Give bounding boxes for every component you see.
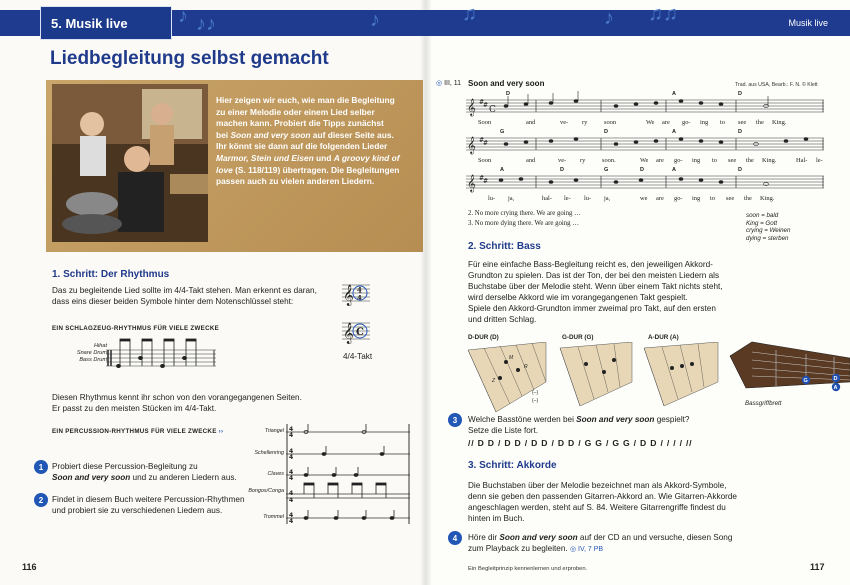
song-title: Soon and very soon [468, 79, 545, 88]
chord-diagram-title: D-DUR (D) [468, 334, 499, 341]
song-credit: Trad. aus USA, Bearb.: F. N. © Klett [735, 82, 818, 88]
chord-symbol: D [560, 167, 564, 173]
svg-text:C: C [489, 105, 496, 115]
svg-text:D: D [833, 376, 838, 383]
svg-text:#: # [483, 178, 489, 185]
bass-fretboard-caption: Bassgriffbrett [745, 400, 782, 407]
chapter-heading: 5. Musik live [40, 6, 172, 40]
svg-text:4: 4 [289, 454, 294, 461]
task3-text: Welche Basstöne werden bei Soon and very soon gespielt? Setze die Liste fort. [468, 415, 690, 435]
chord-symbol: A [500, 167, 504, 173]
svg-text:𝄞: 𝄞 [343, 323, 354, 344]
svg-text:4: 4 [289, 475, 294, 482]
svg-text:𝄞: 𝄞 [467, 174, 476, 192]
section-label: Musik live [788, 18, 828, 28]
svg-text:R: R [524, 364, 528, 370]
chord-symbol: D [640, 167, 644, 173]
chord-symbol: A [672, 167, 676, 173]
chord-symbol: A [672, 129, 676, 135]
cd-track-ref: ◎ IV, 7 PB [569, 546, 604, 553]
additional-verses: 2. No more crying there. We are going … 3. No more dying there. We are going … [468, 210, 581, 227]
intro-text: Hier zeigen wir euch, wie man die Begleitung zu einer Melodie oder einem Lied selber machen kann. Probiert die Tipps zunächst bei Soon and very soon auf dieser Seite aus. Ihr könnt sie dann auf die folgenden Lieder Marmor, Stein und Eisen und A groovy kind of love (S. 118/119) übertragen. Die Begleitungen passen auch zu vielen anderen Liedern. [216, 95, 400, 187]
svg-text:#: # [483, 102, 489, 109]
chord-symbol: A [672, 91, 676, 97]
band-photo [52, 84, 208, 242]
chord-diagram-title: A-DUR (A) [648, 334, 679, 341]
task1-text: Probiert diese Percussion-Begleitung zu Soon and very soon und zu anderen Liedern aus. [52, 462, 237, 482]
chord-symbol: D [738, 167, 742, 173]
page-footer: Ein Begleitprinzip kennenlernen und erproben. [468, 566, 588, 572]
svg-text:4: 4 [357, 293, 362, 303]
step3-heading: 3. Schritt: Akkorde [468, 460, 557, 471]
page-title: Liedbegleitung selbst gemacht [50, 48, 329, 69]
music-note-icon: ♪ [604, 7, 614, 29]
task-number-badge: 2 [34, 493, 48, 507]
step1-heading: 1. Schritt: Der Rhythmus [52, 269, 170, 280]
step2-text: Für eine einfache Bass-Begleitung reicht es, den jeweiligen Akkord- Grundton zu spielen. Das ist der Ton, der bei den meisten Liedern als Buchstabe über der Melodie steht. Wenn über einem Takt nichts steht, wird derselbe Akkord wie im vorangegangenen Takt gespielt. Spiele den Akkord-Grundton immer zweimal pro Takt, auf den ersten und dritten Schlag. [468, 260, 723, 324]
fretboard-diagram-a [640, 342, 722, 408]
music-notes-icon: ♫♫ [648, 3, 678, 25]
chord-symbol: D [738, 129, 742, 135]
music-note-icon: ♪ [178, 5, 188, 27]
music-notes-icon: ♫ [462, 3, 477, 25]
svg-text:#: # [483, 140, 489, 147]
percussion-notation [286, 422, 411, 526]
svg-text:(–): (–) [532, 390, 539, 396]
fretboard-diagram-d [466, 342, 550, 414]
svg-text:4: 4 [289, 490, 294, 497]
music-note-icon: ♪♪ [196, 13, 216, 35]
chord-symbol: G [500, 129, 505, 135]
svg-text:4: 4 [289, 469, 294, 476]
drum-labels: Hihat Snare Drum Bass Drum [76, 343, 107, 363]
step2-heading: 2. Schritt: Bass [468, 241, 541, 252]
svg-text:4: 4 [289, 426, 294, 433]
svg-text:Z: Z [492, 378, 496, 384]
chord-diagram-title: G-DUR (G) [562, 334, 594, 341]
svg-text:4: 4 [357, 285, 362, 295]
svg-text:𝄞: 𝄞 [467, 136, 476, 154]
after-drum-text: Diesen Rhythmus kennt ihr schon von den vorangegangenen Seiten. Er passt zu den meisten Stücken im 4/4-Takt. [52, 393, 302, 413]
svg-text:4: 4 [289, 448, 294, 455]
svg-text:#: # [479, 175, 485, 182]
svg-text:C: C [356, 327, 364, 338]
svg-text:4: 4 [289, 512, 294, 519]
music-note-icon: ♪ [370, 9, 380, 31]
bass-fretboard [726, 338, 850, 394]
svg-text:𝄞: 𝄞 [467, 98, 476, 116]
chord-symbol: G [604, 167, 609, 173]
vocabulary-gloss: soon = bald King = Gott crying = Weinen dying = sterben [746, 212, 791, 242]
book-spread: 5. Musik live Musik live ♪ ♪♪ ♪ ♫ ♪ ♫♫ Liedbegleitung selbst gemacht Hier zeigen wir euch, wie man die Begleitung zu einer Melodie oder einem Lied selber machen kann. Probiert die Tipps zunächst bei Soon and very soon auf dieser Seite aus. Ihr könnt sie dann auf die folgenden Lieder Marmor, Stein und Eisen und A groovy kind of love (S. 118/119) übertragen. Die Begleitungen passen auch zu vielen anderen Liedern. 1. Schritt: Der Rhythmus Das zu begleitende Lied sollte im 4/4-Takt stehen. Man erkennt es daran, dass eins dieser beiden Symbole hinter dem Notenschlüssel steht: 𝄞 4 4 𝄞 C 4/4-Takt EIN SCHLAGZEUG-RHYTHMUS FÜR VIELE ZWECKE Hihat Snare Drum Bass Drum Diesen Rhythmus kennt ihr schon von den vorangegangenen Seiten. Er passt zu den meisten Stücken im 4/4-Takt. EIN PERCUSSION-RHYTHMUS FÜR VIELE ZWECKE ›› Triangel Schellenring Claves Bongos/Conga Trommel 4 4 4 4 4 4 4 4 4 4 1 Probiert diese Percussion-Begleitung zu Soon and very soon und zu anderen Liedern aus. 2 Findet in diesem Buch weitere Percussion-Rhythmen und probiert sie zu verschiedenen Liedern aus. 116 ◎ III, 11 Soon and very soon Trad. aus USA, Bearb.: F. N. © Klett 𝄞 𝄞 𝄞 # # # # # # C D A D G D A D A D G D A D Soon and ve- ry soon We are go- ing to see the King. Soon and ve- ry soon. We are go- ing to see the King. Hal- le- lu- ja, hal- le- lu- ja, we are go- ing to see the King. 2. No more crying there. We are going … 3. No more dying there. We are going … soon = bald King = Gott crying = Weinen dying = sterben 2. Schritt: Bass Für eine einfache Bass-Begleitung reicht es, den jeweiligen Akkord- Grundton zu spielen. Das ist der Ton, der bei den meisten Liedern als Buchstabe über der Melodie steht. Wenn über einem Takt nichts steht, wird derselbe Akkord wie im vorangegangenen Takt gespielt. Spiele den Akkord-Grundton immer zweimal pro Takt, auf den ersten und dritten Schlag. D-DUR (D) G-DUR (G) A-DUR (A) M R Z (–) (–) G D A Bassgriffbrett 3 Welche Basstöne werden bei Soon and very soon gespielt? Setze die Liste fort. // D D / D D / D D / D D / G G / G G / D D / / / / // 3. Schritt: Akkorde Die Buchstaben über der Melodie bezeichnet man als Akkord-Symbole, denn sie geben den passenden Gitarren-Akkord an. Wie Gitarren-Akkorde angeschlagen werden, steht auf S. 84. Weitere Gitarrengriffe findest du hinten im Buch. 4 Höre dir Soon and very soon auf der CD an und versuche, diesen Song zum Playback zu begleiten. ◎ IV, 7 PB Ein Begleitprinzip kennenlernen und erproben. 117 [0, 0, 850, 585]
task-number-badge: 4 [448, 531, 462, 545]
task2-text: Findet in diesem Buch weitere Percussion-Rhythmen und probiert sie zu verschiedenen Liedern aus. [52, 495, 245, 515]
svg-text:G: G [803, 378, 808, 385]
drum-notation [106, 336, 216, 376]
svg-text:#: # [479, 99, 485, 106]
svg-text:4: 4 [289, 518, 294, 525]
percussion-rhythm-caption: EIN PERCUSSION-RHYTHMUS FÜR VIELE ZWECKE ›› [52, 428, 224, 435]
chord-symbol: D [738, 91, 742, 97]
drum-rhythm-caption: EIN SCHLAGZEUG-RHYTHMUS FÜR VIELE ZWECKE [52, 325, 220, 332]
step3-text: Die Buchstaben über der Melodie bezeichnet man als Akkord-Symbole, denn sie geben den passenden Gitarren-Akkord an. Wie Gitarren-Akkorde angeschlagen werden, steht auf S. 84. Weitere Gitarrengriffe findest du hinten im Buch. [468, 481, 737, 523]
bass-note-sequence: // D D / D D / D D / D D / G G / G G / D D / / / / // [468, 438, 693, 448]
svg-text:#: # [479, 137, 485, 144]
svg-text:M: M [509, 355, 514, 361]
intro-panel [46, 80, 423, 252]
task-number-badge: 3 [448, 413, 462, 427]
song-score [466, 88, 826, 208]
task-number-badge: 1 [34, 460, 48, 474]
chord-symbol: D [604, 129, 608, 135]
step1-text: Das zu begleitende Lied sollte im 4/4-Takt stehen. Man erkennt es daran, dass eins dieser beiden Symbole hinter dem Notenschlüssel steht: [52, 286, 317, 306]
fretboard-diagram-g [556, 342, 636, 408]
svg-text:A: A [833, 385, 838, 392]
task4-text: Höre dir Soon and very soon auf der CD an und versuche, diesen Song zum Playback zu begleiten. ◎ IV, 7 PB [468, 533, 733, 553]
svg-text:4: 4 [289, 432, 294, 439]
cd-track-ref: ◎ III, 11 [436, 80, 462, 87]
chord-symbol: D [506, 91, 510, 97]
takt-label: 4/4-Takt [343, 352, 373, 361]
page-number-right: 117 [810, 562, 825, 572]
svg-text:(–): (–) [532, 398, 539, 404]
svg-text:4: 4 [289, 497, 294, 504]
page-number-left: 116 [22, 562, 37, 572]
svg-text:𝄞: 𝄞 [343, 285, 354, 306]
